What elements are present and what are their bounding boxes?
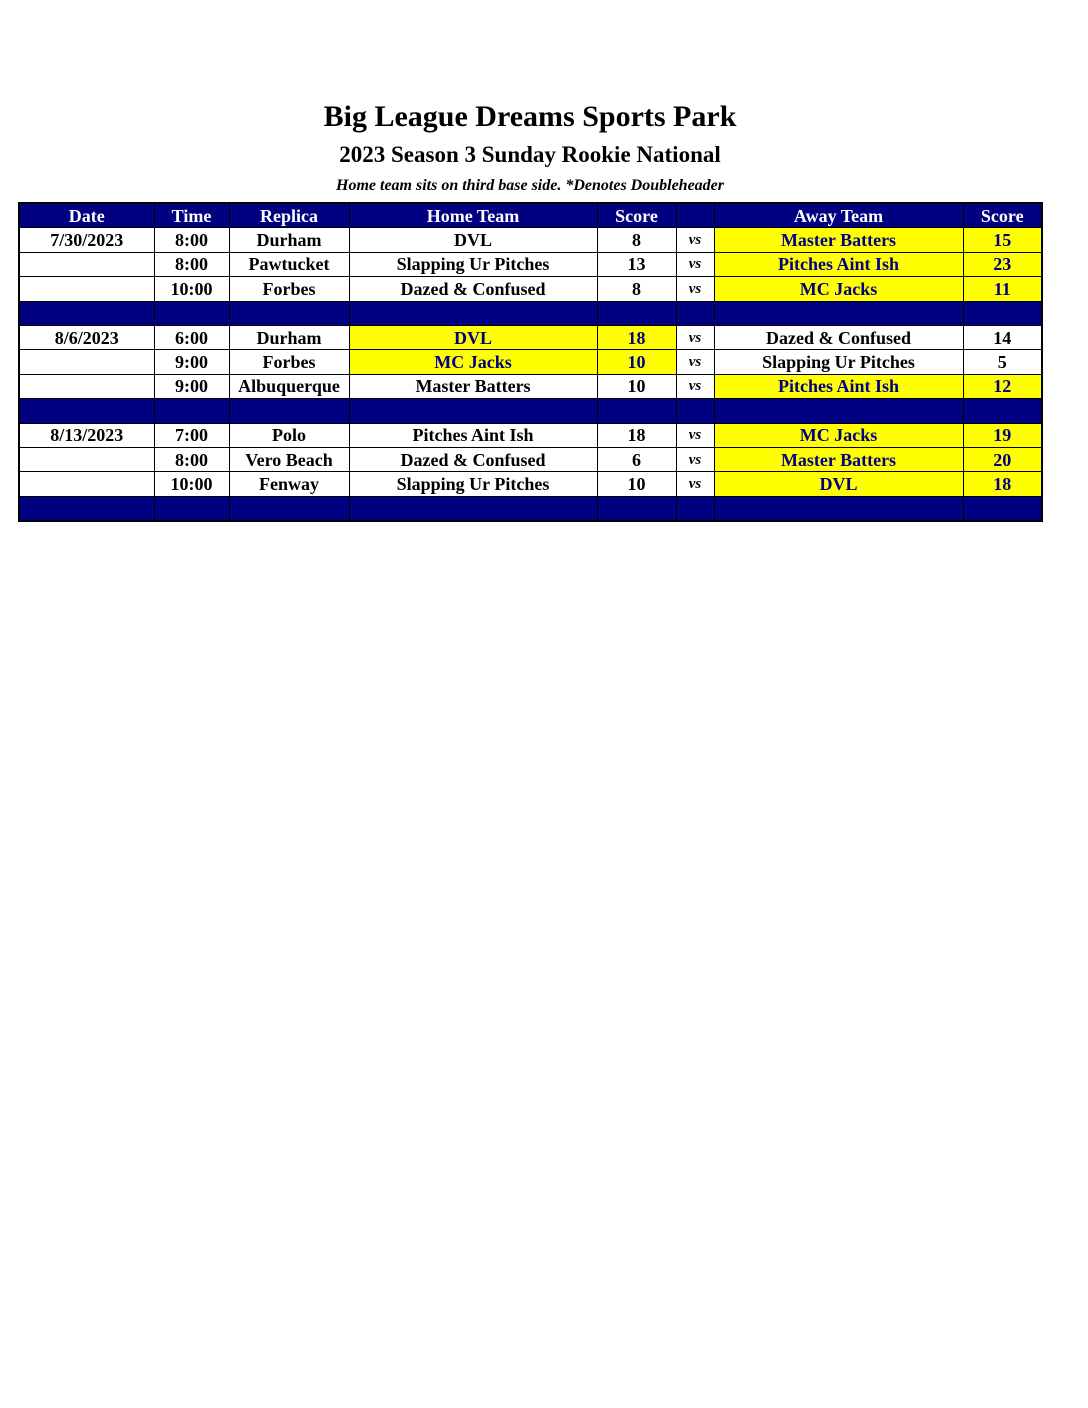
separator-cell bbox=[963, 399, 1042, 423]
separator-cell bbox=[229, 399, 349, 423]
away-score: 18 bbox=[963, 472, 1042, 496]
vs-label: vs bbox=[676, 350, 714, 374]
separator-cell bbox=[349, 301, 597, 325]
page-title: Big League Dreams Sports Park bbox=[323, 100, 737, 133]
game-row bbox=[19, 277, 1042, 301]
game-date bbox=[19, 374, 154, 398]
game-time: 6:00 bbox=[154, 325, 229, 349]
separator-cell bbox=[714, 399, 963, 423]
separator-cell bbox=[349, 399, 597, 423]
separator-cell bbox=[676, 496, 714, 521]
col-header-time: Time bbox=[154, 203, 229, 228]
game-row bbox=[19, 374, 1042, 398]
home-score: 10 bbox=[597, 350, 676, 374]
col-header-away-team: Away Team bbox=[714, 203, 963, 228]
home-team: Master Batters bbox=[349, 374, 597, 398]
game-row bbox=[19, 447, 1042, 471]
away-team: Master Batters bbox=[714, 447, 963, 471]
away-score: 11 bbox=[963, 277, 1042, 301]
away-score: 20 bbox=[963, 447, 1042, 471]
vs-label: vs bbox=[676, 447, 714, 471]
separator-cell bbox=[19, 496, 154, 521]
separator-cell bbox=[714, 301, 963, 325]
game-time: 8:00 bbox=[154, 228, 229, 252]
vs-label: vs bbox=[676, 472, 714, 496]
away-score: 14 bbox=[963, 325, 1042, 349]
home-team: MC Jacks bbox=[349, 350, 597, 374]
game-row bbox=[19, 325, 1042, 349]
separator-cell bbox=[349, 496, 597, 521]
separator-cell bbox=[154, 399, 229, 423]
game-replica: Pawtucket bbox=[229, 252, 349, 276]
game-row bbox=[19, 252, 1042, 276]
page-subtitle: 2023 Season 3 Sunday Rookie National bbox=[339, 142, 721, 167]
game-date: 8/13/2023 bbox=[19, 423, 154, 447]
week-separator-row bbox=[19, 496, 1042, 521]
home-team: Pitches Aint Ish bbox=[349, 423, 597, 447]
vs-label: vs bbox=[676, 325, 714, 349]
away-score: 5 bbox=[963, 350, 1042, 374]
game-date bbox=[19, 472, 154, 496]
home-team: Slapping Ur Pitches bbox=[349, 472, 597, 496]
col-header-vs bbox=[676, 203, 714, 228]
game-time: 8:00 bbox=[154, 252, 229, 276]
game-replica: Polo bbox=[229, 423, 349, 447]
away-team: Dazed & Confused bbox=[714, 325, 963, 349]
home-team: DVL bbox=[349, 228, 597, 252]
game-replica: Forbes bbox=[229, 350, 349, 374]
game-row bbox=[19, 350, 1042, 374]
separator-cell bbox=[676, 301, 714, 325]
away-team: MC Jacks bbox=[714, 277, 963, 301]
separator-cell bbox=[676, 399, 714, 423]
vs-label: vs bbox=[676, 277, 714, 301]
separator-cell bbox=[19, 301, 154, 325]
game-row bbox=[19, 423, 1042, 447]
home-score: 18 bbox=[597, 325, 676, 349]
away-score: 23 bbox=[963, 252, 1042, 276]
away-team: Pitches Aint Ish bbox=[714, 374, 963, 398]
separator-cell bbox=[154, 301, 229, 325]
game-time: 9:00 bbox=[154, 374, 229, 398]
home-score: 10 bbox=[597, 472, 676, 496]
home-score: 10 bbox=[597, 374, 676, 398]
col-header-replica: Replica bbox=[229, 203, 349, 228]
game-replica: Durham bbox=[229, 325, 349, 349]
col-header-home-score: Score bbox=[597, 203, 676, 228]
col-header-home-team: Home Team bbox=[349, 203, 597, 228]
home-team: Slapping Ur Pitches bbox=[349, 252, 597, 276]
game-row bbox=[19, 228, 1042, 252]
game-replica: Fenway bbox=[229, 472, 349, 496]
game-date bbox=[19, 252, 154, 276]
separator-cell bbox=[597, 399, 676, 423]
header-row bbox=[19, 203, 1042, 228]
col-header-date: Date bbox=[19, 203, 154, 228]
game-replica: Forbes bbox=[229, 277, 349, 301]
game-row bbox=[19, 472, 1042, 496]
home-score: 13 bbox=[597, 252, 676, 276]
vs-label: vs bbox=[676, 252, 714, 276]
away-score: 15 bbox=[963, 228, 1042, 252]
home-score: 8 bbox=[597, 228, 676, 252]
col-header-away-score: Score bbox=[963, 203, 1042, 228]
game-time: 10:00 bbox=[154, 277, 229, 301]
separator-cell bbox=[597, 301, 676, 325]
week-separator-row bbox=[19, 301, 1042, 325]
schedule-note: Home team sits on third base side. *Denotes Doubleheader bbox=[336, 177, 724, 194]
game-replica: Durham bbox=[229, 228, 349, 252]
home-team: DVL bbox=[349, 325, 597, 349]
schedule-table bbox=[18, 202, 1043, 522]
vs-label: vs bbox=[676, 423, 714, 447]
home-score: 8 bbox=[597, 277, 676, 301]
separator-cell bbox=[963, 301, 1042, 325]
game-replica: Albuquerque bbox=[229, 374, 349, 398]
separator-cell bbox=[963, 496, 1042, 521]
away-team: MC Jacks bbox=[714, 423, 963, 447]
home-score: 18 bbox=[597, 423, 676, 447]
separator-cell bbox=[229, 301, 349, 325]
away-score: 12 bbox=[963, 374, 1042, 398]
separator-cell bbox=[714, 496, 963, 521]
schedule-body bbox=[19, 228, 1042, 521]
away-team: Master Batters bbox=[714, 228, 963, 252]
home-team: Dazed & Confused bbox=[349, 277, 597, 301]
away-team: Pitches Aint Ish bbox=[714, 252, 963, 276]
week-separator-row bbox=[19, 399, 1042, 423]
game-time: 10:00 bbox=[154, 472, 229, 496]
game-date bbox=[19, 277, 154, 301]
game-date bbox=[19, 350, 154, 374]
home-team: Dazed & Confused bbox=[349, 447, 597, 471]
game-date: 8/6/2023 bbox=[19, 325, 154, 349]
away-team: DVL bbox=[714, 472, 963, 496]
home-score: 6 bbox=[597, 447, 676, 471]
away-team: Slapping Ur Pitches bbox=[714, 350, 963, 374]
game-replica: Vero Beach bbox=[229, 447, 349, 471]
separator-cell bbox=[597, 496, 676, 521]
vs-label: vs bbox=[676, 374, 714, 398]
game-time: 9:00 bbox=[154, 350, 229, 374]
away-score: 19 bbox=[963, 423, 1042, 447]
vs-label: vs bbox=[676, 228, 714, 252]
separator-cell bbox=[154, 496, 229, 521]
game-date: 7/30/2023 bbox=[19, 228, 154, 252]
game-date bbox=[19, 447, 154, 471]
game-time: 8:00 bbox=[154, 447, 229, 471]
game-time: 7:00 bbox=[154, 423, 229, 447]
separator-cell bbox=[229, 496, 349, 521]
separator-cell bbox=[19, 399, 154, 423]
